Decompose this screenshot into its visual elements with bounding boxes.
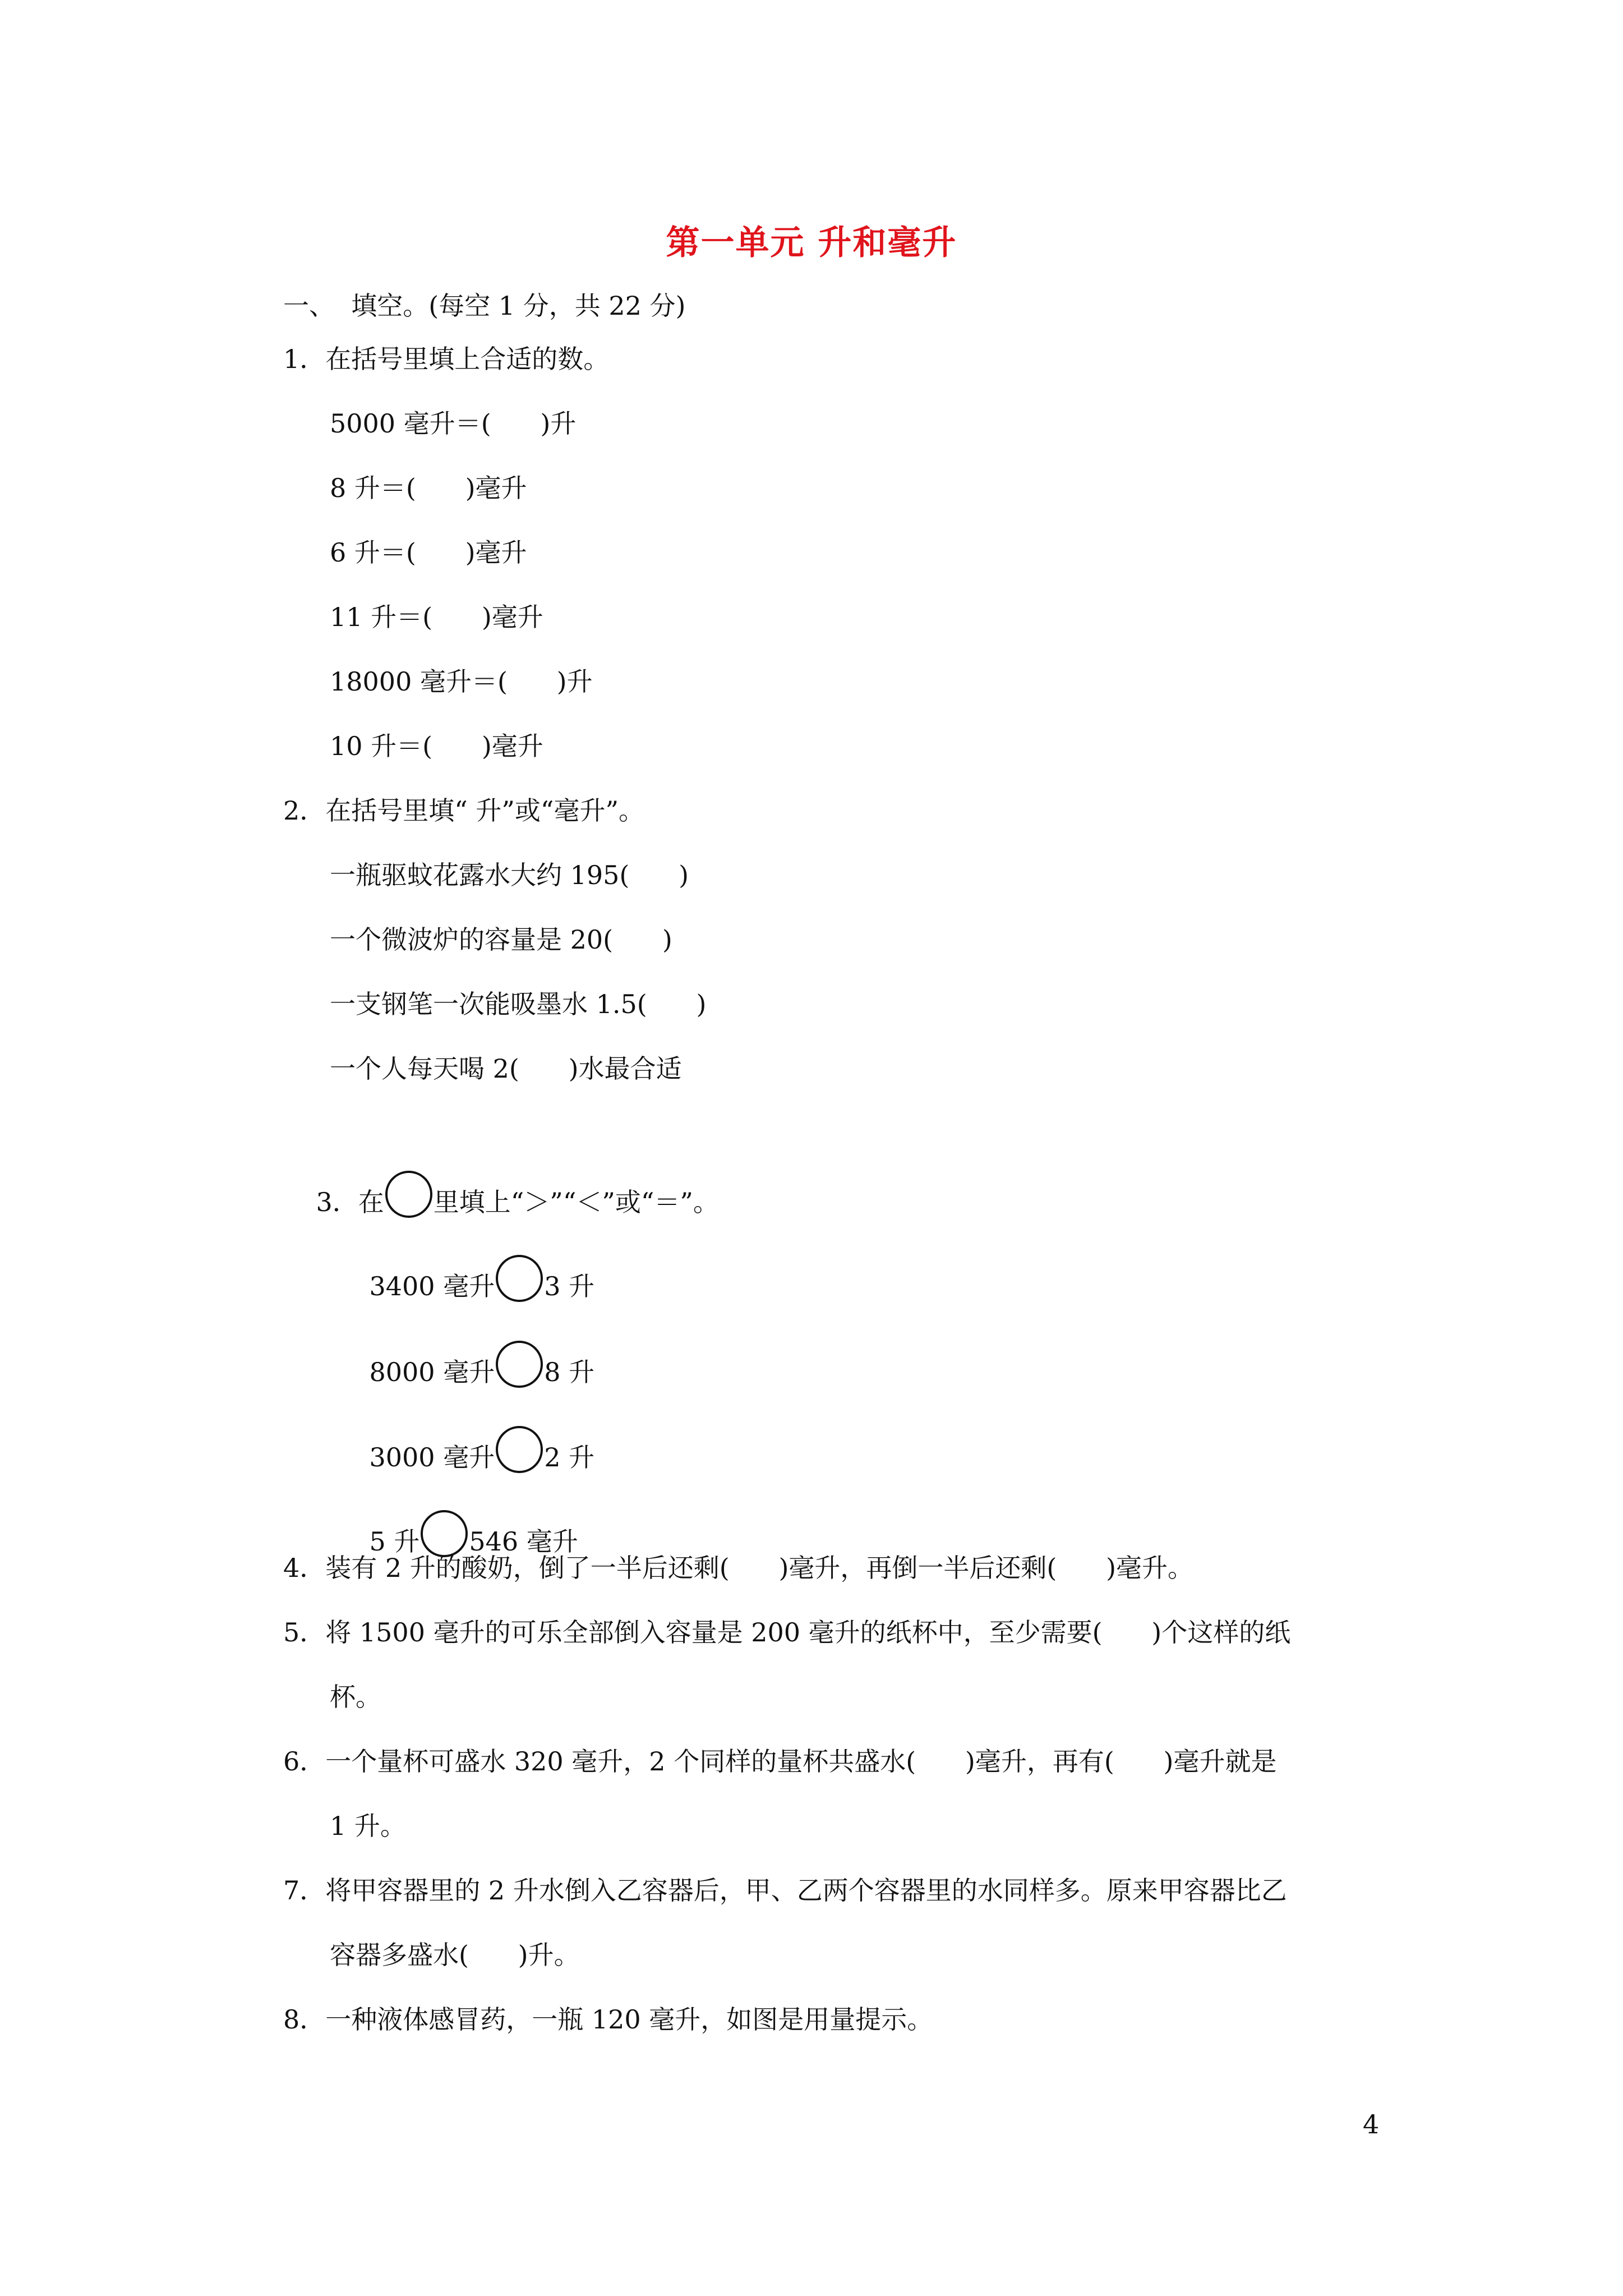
q1-item: 10 升＝( )毫升	[330, 731, 543, 761]
page-title: 第一单元 升和毫升	[666, 223, 957, 263]
question-5: 5．将 1500 毫升的可乐全部倒入容量是 200 毫升的纸杯中，至少需要( )个这样的纸	[283, 1617, 1291, 1648]
comparison-circle-icon[interactable]	[496, 1341, 543, 1388]
q3-left: 3400 毫升	[369, 1271, 495, 1301]
question-2: 2．在括号里填“ 升”或“毫升”。	[283, 795, 644, 826]
q1-item: 5000 毫升＝( )升	[330, 408, 577, 439]
section-heading: 一、 填空。(每空 1 分，共 22 分)	[283, 291, 686, 321]
q3-prefix: 3．在	[316, 1187, 384, 1217]
comparison-circle-icon[interactable]	[421, 1510, 468, 1557]
question-4: 4．装有 2 升的酸奶，倒了一半后还剩( )毫升，再倒一半后还剩( )毫升。	[283, 1553, 1194, 1583]
question-1: 1．在括号里填上合适的数。	[283, 344, 610, 374]
q2-item: 一瓶驱蚊花露水大约 195( )	[330, 860, 689, 890]
q1-item: 6 升＝( )毫升	[330, 537, 527, 568]
q2-item: 一支钢笔一次能吸墨水 1.5( )	[330, 989, 707, 1019]
page-number: 4	[1363, 2109, 1380, 2139]
q3-left: 3000 毫升	[369, 1442, 495, 1473]
q2-item: 一个人每天喝 2( )水最合适	[330, 1053, 682, 1084]
q2-item: 一个微波炉的容量是 20( )	[330, 924, 672, 955]
comparison-circle-icon[interactable]	[496, 1255, 543, 1302]
q3-suffix: 里填上“＞”“＜”或“＝”。	[433, 1187, 719, 1217]
comparison-circle-icon[interactable]	[496, 1426, 543, 1473]
question-6: 6．一个量杯可盛水 320 毫升，2 个同样的量杯共盛水( )毫升，再有( )毫升就是	[283, 1746, 1277, 1777]
question-6-continued: 1 升。	[330, 1811, 406, 1841]
q3-right: 3 升	[544, 1271, 595, 1301]
question-7: 7．将甲容器里的 2 升水倒入乙容器后，甲、乙两个容器里的水同样多。原来甲容器比乙	[283, 1875, 1287, 1906]
q1-item: 8 升＝( )毫升	[330, 473, 527, 503]
q3-right: 2 升	[544, 1442, 595, 1473]
q3-right: 8 升	[544, 1357, 595, 1387]
question-8: 8．一种液体感冒药，一瓶 120 毫升，如图是用量提示。	[283, 2004, 933, 2035]
q1-item: 18000 毫升＝( )升	[330, 666, 593, 697]
q1-item: 11 升＝( )毫升	[330, 602, 543, 632]
question-5-continued: 杯。	[330, 1682, 381, 1712]
q3-left: 5 升	[369, 1526, 420, 1557]
q3-left: 8000 毫升	[369, 1357, 495, 1387]
question-7-continued: 容器多盛水( )升。	[330, 1940, 580, 1970]
q3-right: 546 毫升	[469, 1526, 578, 1557]
comparison-circle-icon	[385, 1171, 432, 1218]
